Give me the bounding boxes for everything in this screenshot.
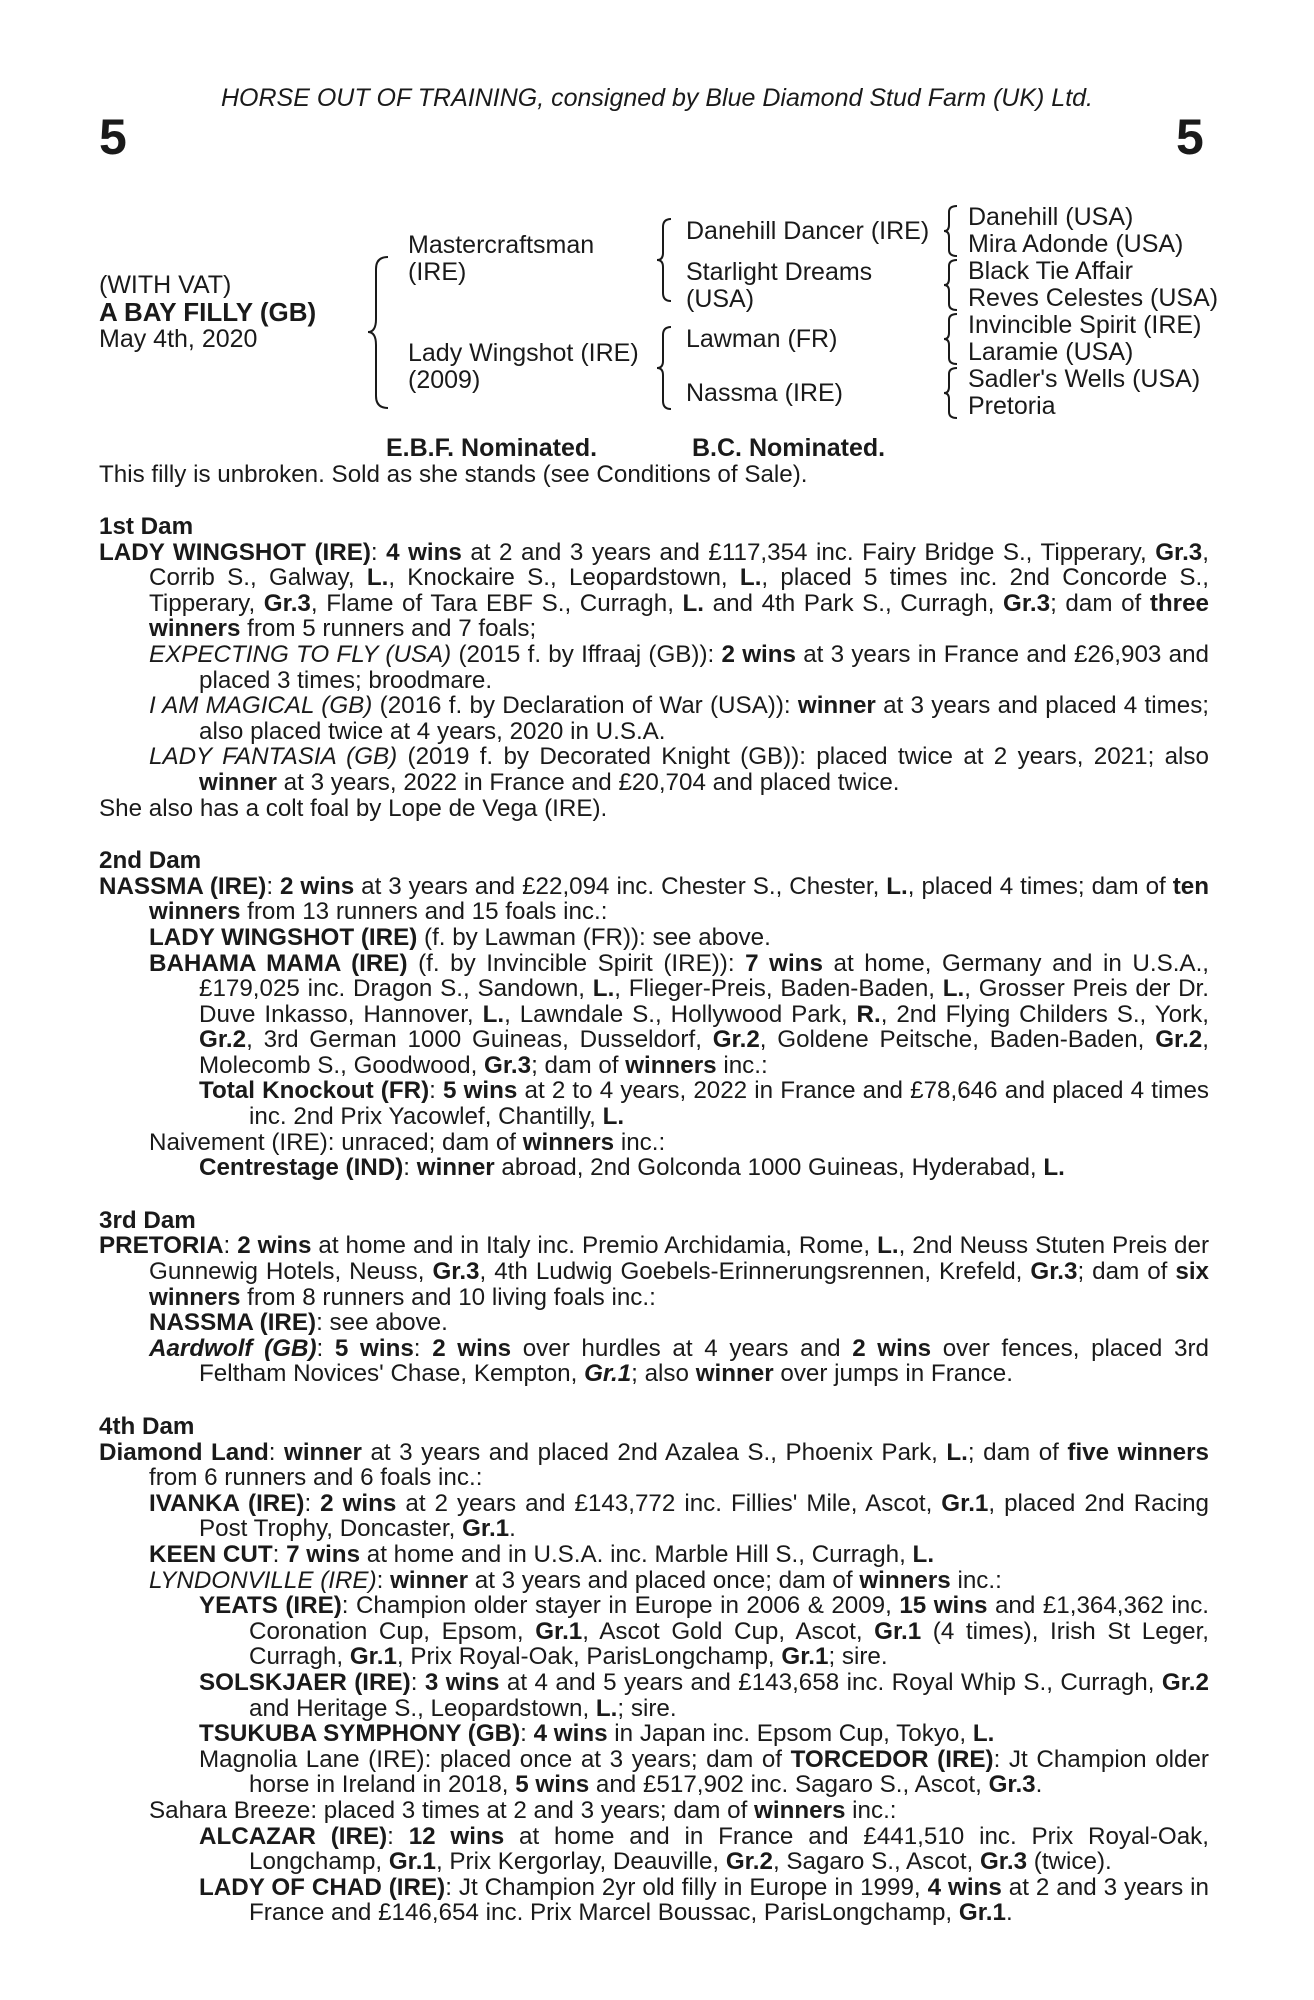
sire-dam-sire: Black Tie Affair: [968, 257, 1133, 285]
brace-sire-parents: [657, 217, 675, 303]
dam-dam-sire: Sadler's Wells (USA): [968, 365, 1201, 393]
produce-ivanka: IVANKA (IRE): 2 wins at 2 years and £143,772 inc. Fillies' Mile, Ascot, Gr.1, placed 2nd Racing Post Trophy, Doncaster, Gr.1.: [149, 1489, 1209, 1543]
first-dam-heading: 1st Dam: [99, 513, 194, 540]
brace-gp-3: [944, 312, 960, 366]
bc-nominated: B.C. Nominated.: [692, 434, 886, 462]
sire-dam-dam: Reves Celestes (USA): [968, 284, 1219, 312]
catalogue-body: [99, 514, 1209, 1926]
brace-dam-parents: [657, 325, 675, 411]
produce-aardwolf: Aardwolf (GB): 5 wins: 2 wins over hurdles at 4 years and 2 wins over fences, placed 3rd Feltham Novices' Chase, Kempton, Gr.1; also winner over jumps in France.: [149, 1334, 1209, 1388]
sire-dam: Starlight Dreams: [686, 258, 873, 286]
fourth-dam-entry: Diamond Land: winner at 3 years and placed 2nd Azalea S., Phoenix Park, L.; dam of five winners from 6 runners and 6 foals inc.:: [99, 1438, 1209, 1492]
sale-note: This filly is unbroken. Sold as she stands (see Conditions of Sale).: [99, 461, 808, 488]
brace-gp-2: [944, 258, 960, 312]
dam-dam-dam: Pretoria: [968, 392, 1056, 420]
produce-yeats: YEATS (IRE): Champion older stayer in Europe in 2006 & 2009, 15 wins and £1,364,362 inc. Coronation Cup, Epsom, Gr.1, Ascot Gold Cup, Ascot, Gr.1 (4 times), Irish St Leger, Curragh, Gr.1, Prix Royal-Oak, ParisLongchamp, Gr.1; sire.: [199, 1592, 1210, 1671]
produce-naivement: Naivement (IRE): unraced; dam of winners inc.:: [149, 1128, 666, 1156]
ebf-nominated: E.B.F. Nominated.: [386, 434, 598, 462]
brace-gp-4: [944, 366, 960, 420]
produce-nassma: NASSMA (IRE): see above.: [149, 1309, 448, 1337]
produce-solskjaer: SOLSKJAER (IRE): 3 wins at 4 and 5 years and £143,658 inc. Royal Whip S., Curragh, Gr.2 and Heritage S., Leopardstown, L.; sire.: [199, 1668, 1209, 1722]
produce-centrestage: Centrestage (IND): winner abroad, 2nd Golconda 1000 Guineas, Hyderabad, L.: [199, 1154, 1065, 1182]
produce-bahama-mama: BAHAMA MAMA (IRE) (f. by Invincible Spirit (IRE)): 7 wins at home, Germany and in U.S.A., £179,025 inc. Dragon S., Sandown, L., Flieger-Preis, Baden-Baden, L., Grosser Preis der Dr. Duve Inkasso, Hannover, L., Lawndale S., Hollywood Park, R., 2nd Flying Childers S., York, Gr.2, 3rd German 1000 Guineas, Dusseldorf, Gr.2, Goldene Peitsche, Baden-Baden, Gr.2, Molecomb S., Goodwood, Gr.3; dam of winners inc.:: [149, 949, 1210, 1079]
produce-tsukuba-symphony: TSUKUBA SYMPHONY (GB): 4 wins in Japan inc. Epsom Cup, Tokyo, L.: [199, 1720, 995, 1748]
dam-sire-sire: Invincible Spirit (IRE): [968, 311, 1202, 339]
dam-sire-dam: Laramie (USA): [968, 338, 1134, 366]
brace-gp-1: [944, 204, 960, 258]
produce-magnolia-lane: Magnolia Lane (IRE): placed once at 3 years; dam of TORCEDOR (IRE): Jt Champion older horse in Ireland in 2018, 5 wins and £517,902 inc. Sagaro S., Ascot, Gr.3.: [199, 1745, 1209, 1799]
produce-keen-cut: KEEN CUT: 7 wins at home and in U.S.A. inc. Marble Hill S., Curragh, L.: [149, 1540, 935, 1568]
lot-number-left: 5: [99, 109, 127, 165]
produce-lady-fantasia: LADY FANTASIA (GB) (2019 f. by Decorated Knight (GB)): placed twice at 2 years, 2021; also winner at 3 years, 2022 in France and £20,704 and placed twice.: [149, 743, 1209, 796]
second-dam-heading: 2nd Dam: [99, 847, 202, 875]
third-dam-entry: PRETORIA: 2 wins at home and in Italy inc. Premio Archidamia, Rome, L., 2nd Neuss Stuten Preis der Gunnewig Hotels, Neuss, Gr.3, 4th Ludwig Goebels-Erinnerungsrennen, Krefeld, Gr.3; dam of six winners from 8 runners and 10 living foals inc.:: [99, 1232, 1209, 1311]
produce-lady-of-chad: LADY OF CHAD (IRE): Jt Champion 2yr old filly in Europe in 1999, 4 wins at 2 and 3 years in France and £146,654 inc. Prix Marcel Boussac, ParisLongchamp, Gr.1.: [199, 1873, 1209, 1927]
produce-i-am-magical: I AM MAGICAL (GB) (2016 f. by Declaration of War (USA)): winner at 3 years and placed 4 times; also placed twice at 4 years, 2020 in U.S.A.: [149, 692, 1210, 745]
dam-sire: Lawman (FR): [686, 325, 838, 353]
lot-name: A BAY FILLY (GB): [99, 297, 317, 327]
second-dam-entry: NASSMA (IRE): 2 wins at 3 years and £22,094 inc. Chester S., Chester, L., placed 4 times; dam of ten winners from 13 runners and 15 foals inc.:: [99, 872, 1209, 926]
sire-dam-suffix: (USA): [686, 285, 755, 313]
produce-alcazar: ALCAZAR (IRE): 12 wins at home and in France and £441,510 inc. Prix Royal-Oak, Longchamp, Gr.1, Prix Kergorlay, Deauville, Gr.2, Sagaro S., Ascot, Gr.3 (twice).: [199, 1822, 1209, 1876]
lot-dob: May 4th, 2020: [99, 325, 258, 353]
produce-sahara-breeze: Sahara Breeze: placed 3 times at 2 and 3 years; dam of winners inc.:: [149, 1796, 897, 1824]
produce-total-knockout: Total Knockout (FR): 5 wins at 2 to 4 years, 2022 in France and £78,646 and placed 4 times inc. 2nd Prix Yacowlef, Chantilly, L.: [199, 1077, 1210, 1131]
page-header: HORSE OUT OF TRAINING, consigned by Blue Diamond Stud Farm (UK) Ltd.: [220, 84, 1094, 112]
dam-name: Lady Wingshot (IRE): [408, 339, 639, 367]
dam-year: (2009): [408, 366, 481, 394]
sire-sire-sire: Danehill (USA): [968, 203, 1134, 231]
lot-vat: (WITH VAT): [99, 271, 232, 299]
third-dam-heading: 3rd Dam: [99, 1206, 196, 1234]
sire-sire: Danehill Dancer (IRE): [686, 217, 930, 245]
produce-lyndonville: LYNDONVILLE (IRE): winner at 3 years and placed once; dam of winners inc.:: [149, 1566, 1002, 1594]
fourth-dam-heading: 4th Dam: [99, 1413, 195, 1440]
sire-suffix: (IRE): [408, 258, 467, 286]
produce-expecting-to-fly: EXPECTING TO FLY (USA) (2015 f. by Iffraaj (GB)): 2 wins at 3 years in France and £26,903 and placed 3 times; broodmare.: [149, 640, 1209, 694]
first-dam-entry: LADY WINGSHOT (IRE): 4 wins at 2 and 3 years and £117,354 inc. Fairy Bridge S., Tipperary, Gr.3, Corrib S., Galway, L., Knockaire S., Leopardstown, L., placed 5 times inc. 2nd Concorde S., Tipperary, Gr.3, Flame of Tara EBF S., Curragh, L. and 4th Park S., Curragh, Gr.3; dam of three winners from 5 runners and 7 foals;: [99, 538, 1209, 643]
sire-name: Mastercraftsman: [408, 231, 595, 259]
colt-foal-note: She also has a colt foal by Lope de Vega (IRE).: [99, 794, 608, 822]
lot-number-right: 5: [1176, 109, 1204, 165]
brace-sire-dam: [368, 255, 396, 410]
dam-dam: Nassma (IRE): [686, 379, 843, 407]
produce-lady-wingshot: LADY WINGSHOT (IRE) (f. by Lawman (FR)): see above.: [149, 923, 771, 951]
sire-sire-dam: Mira Adonde (USA): [968, 230, 1184, 258]
